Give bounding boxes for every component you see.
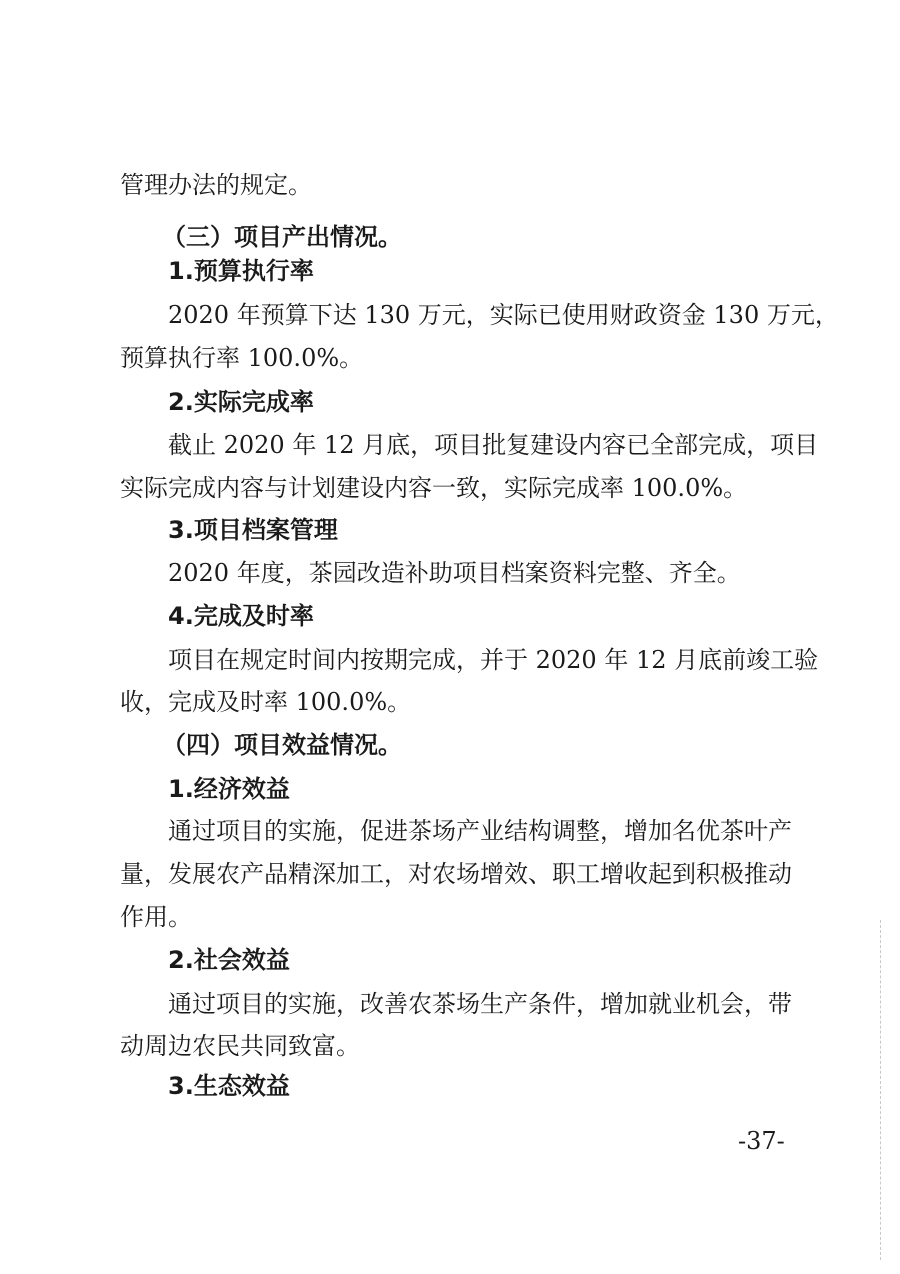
paragraph-line: 动周边农民共同致富。 bbox=[120, 1032, 360, 1060]
paragraph-line: 预算执行率 100.0%。 bbox=[120, 344, 364, 372]
paragraph-line: 作用。 bbox=[120, 903, 192, 931]
section-heading-3: （三）项目产出情况。 bbox=[162, 223, 402, 251]
paragraph-line: 2020 年度，茶园改造补助项目档案资料完整、齐全。 bbox=[168, 559, 741, 587]
paragraph-line: 管理办法的规定。 bbox=[120, 171, 312, 199]
section-heading-4: （四）项目效益情况。 bbox=[162, 731, 402, 759]
paragraph-line: 项目在规定时间内按期完成，并于 2020 年 12 月底前竣工验 bbox=[168, 646, 819, 674]
subheading: 1.经济效益 bbox=[168, 775, 290, 803]
subheading: 2.社会效益 bbox=[168, 946, 290, 974]
subheading: 3.项目档案管理 bbox=[168, 516, 338, 544]
paragraph-line: 收，完成及时率 100.0%。 bbox=[120, 688, 412, 716]
subheading: 1.预算执行率 bbox=[168, 257, 314, 285]
paragraph-line: 通过项目的实施，促进茶场产业结构调整，增加名优茶叶产 bbox=[168, 817, 792, 845]
paragraph-line: 截止 2020 年 12 月底，项目批复建设内容已全部完成，项目 bbox=[168, 431, 819, 459]
paragraph-line: 实际完成内容与计划建设内容一致，实际完成率 100.0%。 bbox=[120, 474, 748, 502]
paragraph-line: 量，发展农产品精深加工，对农场增效、职工增收起到积极推动 bbox=[120, 860, 792, 888]
subheading: 4.完成及时率 bbox=[168, 602, 314, 630]
paragraph-line: 2020 年预算下达 130 万元，实际已使用财政资金 130 万元， bbox=[168, 301, 839, 329]
scan-artifact-line bbox=[880, 920, 881, 1260]
page-number: -37- bbox=[738, 1127, 785, 1155]
subheading: 2.实际完成率 bbox=[168, 388, 314, 416]
subheading: 3.生态效益 bbox=[168, 1072, 290, 1100]
paragraph-line: 通过项目的实施，改善农茶场生产条件，增加就业机会，带 bbox=[168, 990, 792, 1018]
